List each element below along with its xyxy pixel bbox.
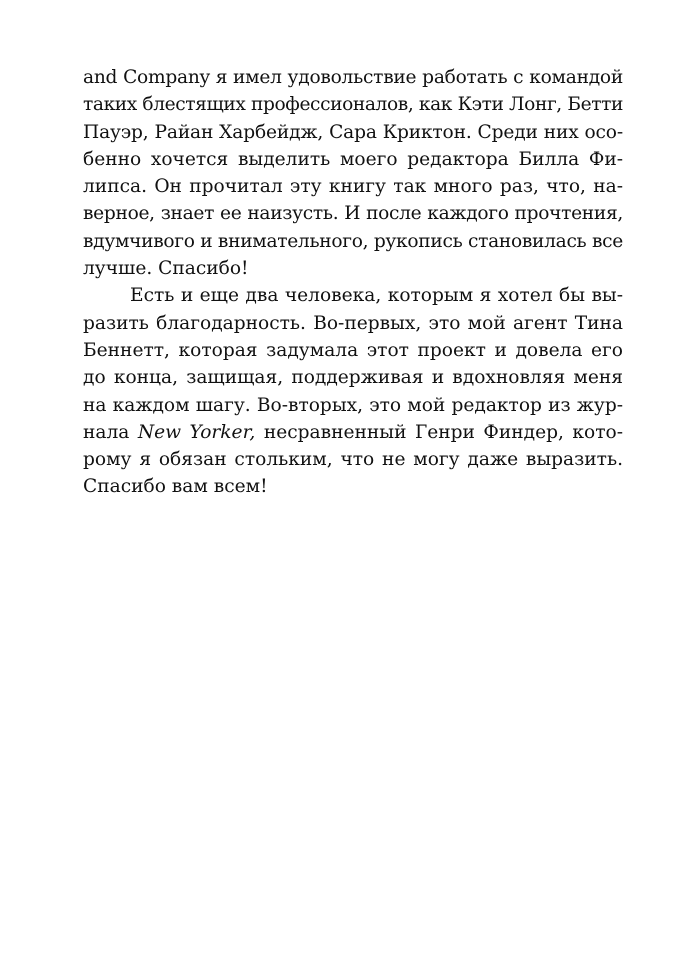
- text-line: рому я обязан стольким, что не могу даже выразить.: [83, 449, 623, 471]
- text-line: до конца, защищая, поддерживая и вдохновляя меня: [83, 367, 623, 389]
- line-prefix: нала: [83, 421, 138, 443]
- text-line: Пауэр, Райан Харбейдж, Сара Криктон. Среди них осо-: [83, 121, 623, 143]
- text-line: лучше. Спасибо!: [83, 258, 249, 280]
- paragraph-2: [83, 282, 623, 500]
- text-line: на каждом шагу. Во-вторых, это мой редактор из жур-: [83, 394, 623, 416]
- page-text: [83, 64, 623, 501]
- line-suffix: несравненный Генри Финдер, кото-: [255, 421, 623, 443]
- text-line: Спасибо вам всем!: [83, 476, 268, 498]
- text-line: бенно хочется выделить моего редактора Билла Фи-: [83, 148, 623, 170]
- text-line: Есть и еще два человека, которым я хотел бы вы-: [130, 285, 623, 307]
- text-line: and Company я имел удовольствие работать с командой: [83, 67, 623, 88]
- text-line: вдумчивого и внимательного, рукопись становилась все: [83, 230, 623, 252]
- magazine-title: New Yorker,: [137, 421, 256, 443]
- paragraph-1: [83, 64, 623, 282]
- text-line: верное, знает ее наизусть. И после каждого прочтения,: [83, 203, 623, 225]
- text-line: липса. Он прочитал эту книгу так много раз, что, на-: [83, 176, 623, 198]
- text-line-with-italic: [83, 419, 623, 446]
- text-line: таких блестящих профессионалов, как Кэти Лонг, Бетти: [83, 94, 623, 116]
- text-line: разить благодарность. Во-первых, это мой агент Тина: [83, 312, 623, 334]
- text-line: Беннетт, которая задумала этот проект и довела его: [83, 339, 623, 361]
